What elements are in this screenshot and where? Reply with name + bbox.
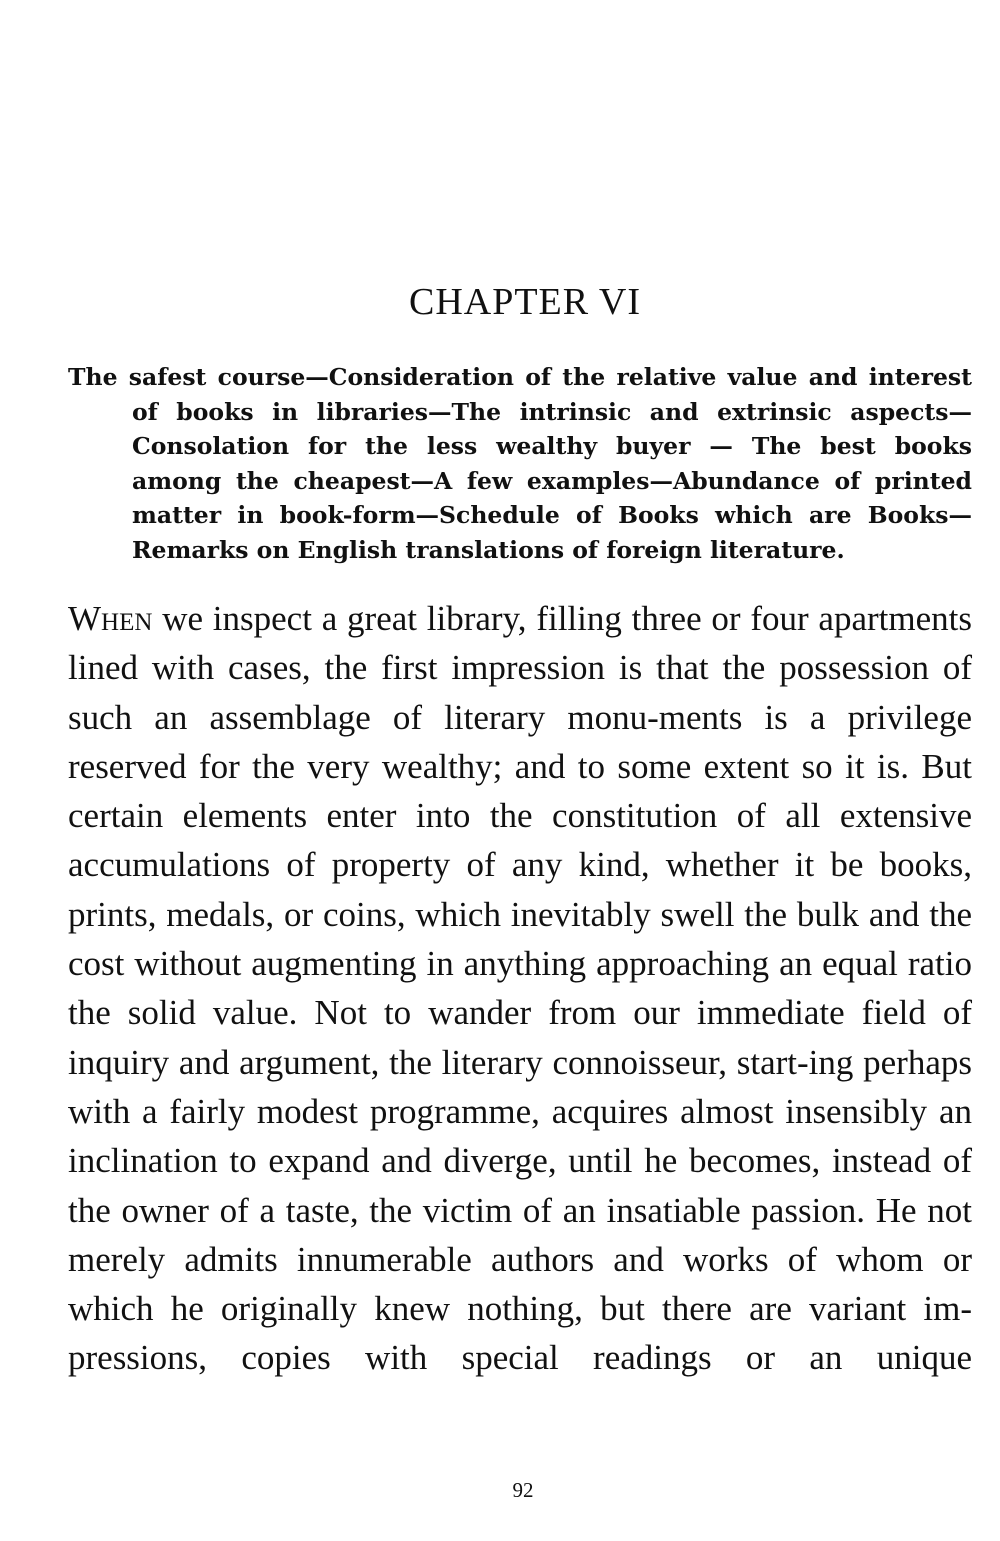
paragraph-text: we inspect a great library, filling three or four apartments lined with cases, the first impression is that the possession of such an assemblage of literary monu-ments is a privilege reserved for the very wealthy; and to some extent so it is. But certain elements enter into the constitution of all extensive accumulations of property of any kind, whether it be books, prints, medals, or coins, which inevitably swell the bulk and the cost without augmenting in anything approaching an equal ratio the solid value. Not to wander from our immediate field of inquiry and argument, the literary connoisseur, start-ing perhaps with a fairly modest programme, acquires almost insensibly an inclination to expand and diverge, until he becomes, instead of the owner of a taste, the victim of an insatiable passion. He not merely admits innumerable authors and works of whom or which he originally knew nothing, but there are variant im-pressions, copies with special readings or an unique (68, 599, 972, 1378)
chapter-synopsis: The safest course—Consideration of the relative value and interest of books in libraries—The intrinsic and extrinsic aspects—Consolation for the less wealthy buyer — The best books among the cheapest—A few examples—Abundance of printed matter in book-form—Schedule of Books which are Books—Remarks on English translations of foreign literature. (68, 363, 972, 564)
opening-word: When (68, 599, 153, 638)
chapter-title: CHAPTER VI (408, 281, 642, 323)
page-number: 92 (512, 1478, 534, 1502)
body-paragraph (68, 594, 972, 1383)
